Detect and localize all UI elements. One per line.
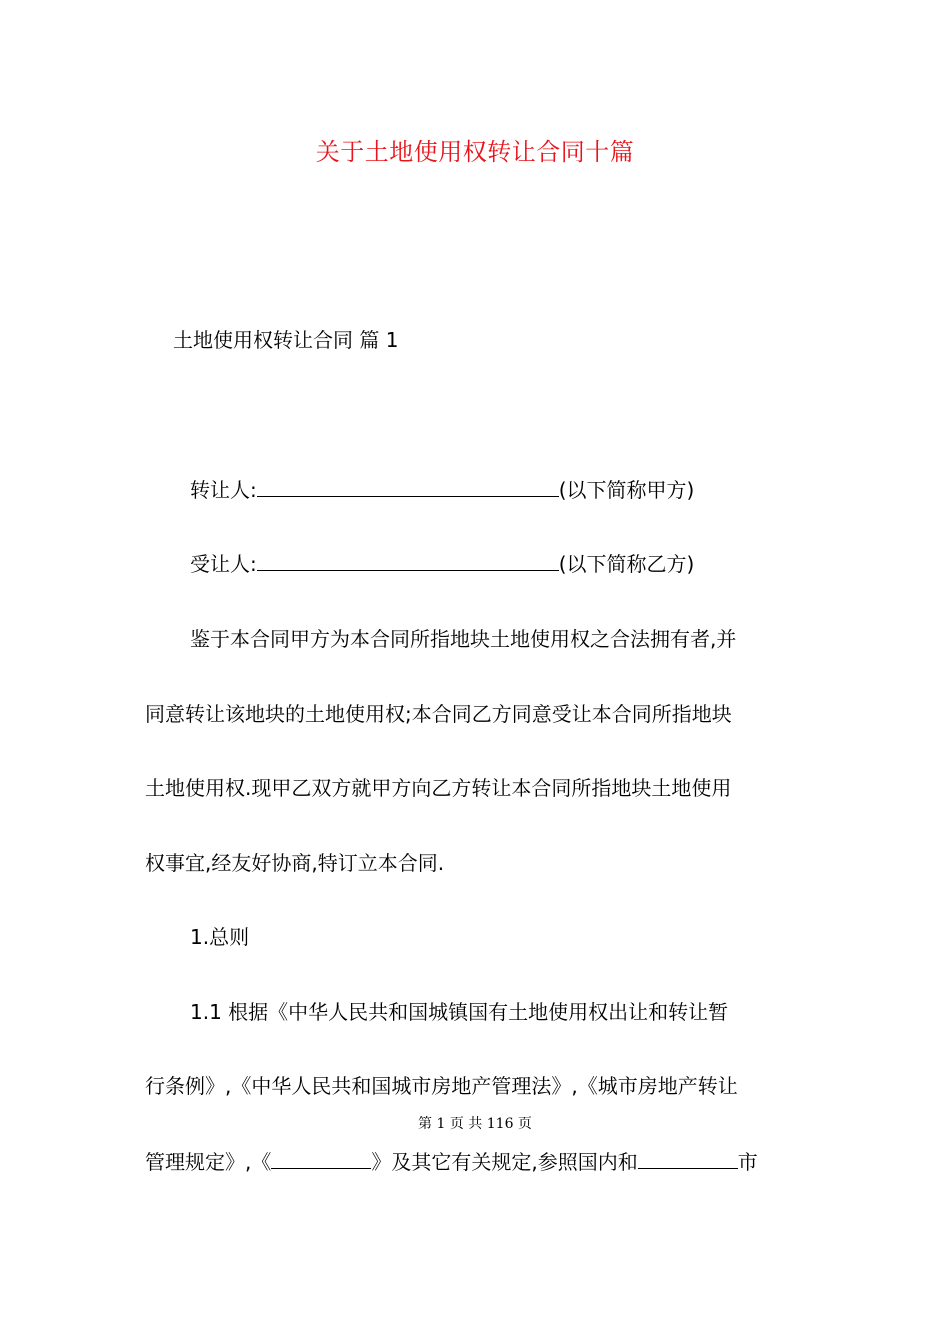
paragraph-line: 同意转让该地块的土地使用权;本合同乙方同意受让本合同所指地块 (145, 702, 732, 726)
transferor-label: 转让人: (190, 478, 257, 502)
clause-line (145, 1148, 758, 1176)
transferee-blank (257, 550, 559, 571)
transferee-line (190, 550, 694, 578)
clause-text: 市 (737, 1150, 758, 1174)
transferee-label: 受让人: (190, 552, 257, 576)
clause-text: 管理规定》,《 (145, 1150, 272, 1174)
page-footer: 第 1 页 共 116 页 (418, 1116, 532, 1132)
transferor-line (190, 476, 694, 504)
clause-line: 行条例》,《中华人民共和国城市房地产管理法》,《城市房地产转让 (145, 1074, 738, 1098)
section-heading: 土地使用权转让合同 篇 1 (173, 328, 399, 352)
city-blank (638, 1148, 738, 1169)
transferor-blank (257, 476, 559, 497)
regulation-blank (271, 1148, 371, 1169)
paragraph-line: 土地使用权.现甲乙双方就甲方向乙方转让本合同所指地块土地使用 (145, 776, 732, 800)
paragraph-line: 鉴于本合同甲方为本合同所指地块土地使用权之合法拥有者,并 (190, 627, 737, 651)
document-title: 关于土地使用权转让合同十篇 (315, 138, 635, 166)
clause-text: 》及其它有关规定,参照国内和 (371, 1150, 638, 1174)
section-number-heading: 1.总则 (190, 925, 250, 949)
transferee-suffix: (以下简称乙方) (558, 552, 695, 576)
clause-line: 1.1 根据《中华人民共和国城镇国有土地使用权出让和转让暂 (190, 1000, 729, 1024)
paragraph-line: 权事宜,经友好协商,特订立本合同. (145, 851, 445, 875)
transferor-suffix: (以下简称甲方) (558, 478, 695, 502)
